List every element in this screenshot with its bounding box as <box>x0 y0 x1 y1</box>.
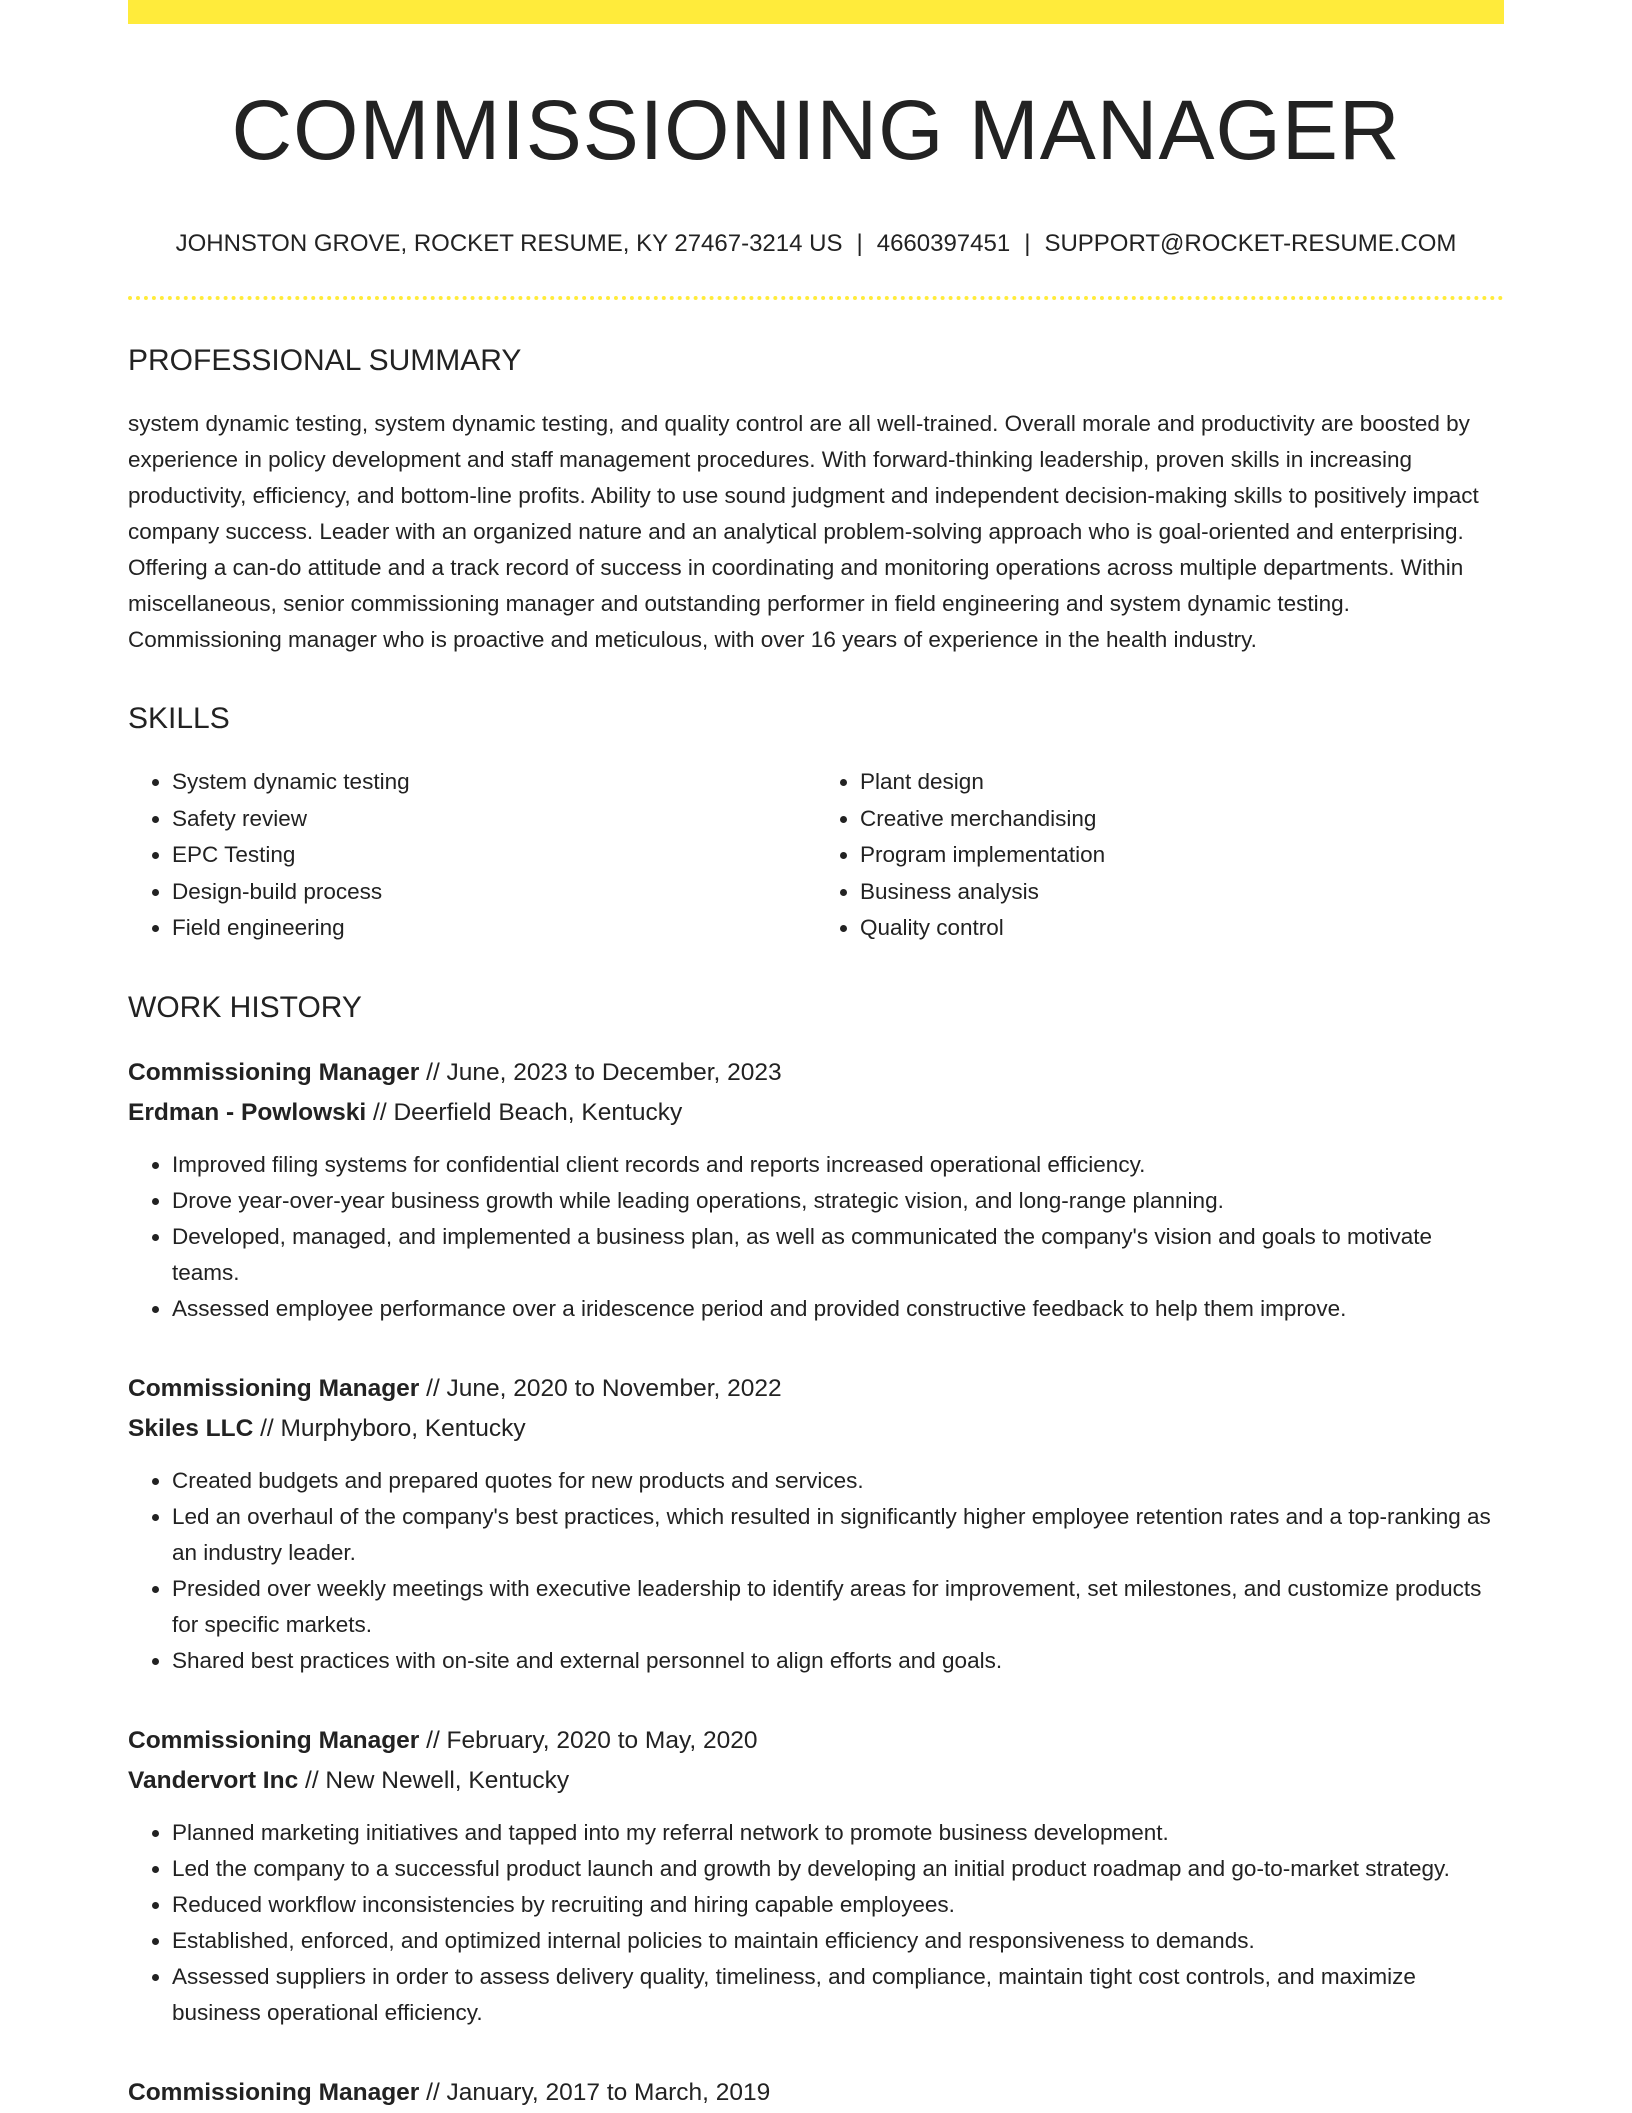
skill-item: • Design-build process <box>172 874 816 911</box>
summary-heading: PROFESSIONAL SUMMARY <box>128 344 522 378</box>
job-location: // Murphyboro, Kentucky <box>253 1414 526 1442</box>
job-bullet: • Shared best practices with on-site and external personnel to align efforts and goals. <box>172 1643 1504 1679</box>
job-role: Commissioning Manager <box>128 2078 420 2106</box>
candidate-title: COMMISSIONING MANAGER <box>231 83 1401 177</box>
contact-separator: | <box>1024 230 1031 258</box>
job-bullets <box>128 1815 1504 2031</box>
job-bullet: • Established, enforced, and optimized internal policies to maintain efficiency and responsiveness to demands. <box>172 1923 1504 1959</box>
job-location: // New Newell, Kentucky <box>298 1766 570 1794</box>
job-dates: // January, 2017 to March, 2019 <box>419 2078 771 2106</box>
job-bullet: • Assessed employee performance over a iridescence period and provided constructive feedback to help them improve. <box>172 1291 1504 1327</box>
job-company-line <box>128 1761 1504 1801</box>
job-company: Vandervort Inc <box>128 1766 299 1794</box>
skill-item: • Quality control <box>860 910 1504 947</box>
job-bullet: • Reduced workflow inconsistencies by recruiting and hiring capable employees. <box>172 1887 1504 1923</box>
summary-text: system dynamic testing, system dynamic testing, and quality control are all well-trained. Overall morale and productivity are boosted by experience in policy development and staff management procedures. With forward-thinking leadership, proven skills in increasing productivity, efficiency, and bottom-line profits. Ability to use sound judgment and independent decision-making skills to positively impact company success. Leader with an organized nature and an analytical problem-solving approach who is goal-oriented and enterprising. Offering a can-do attitude and a track record of success in coordinating and monitoring operations across multiple departments. Within miscellaneous, senior commissioning manager and outstanding performer in field engineering and system dynamic testing. Commissioning manager who is proactive and meticulous, with over 16 years of experience in the health industry. <box>128 411 1479 653</box>
job-bullet: • Developed, managed, and implemented a business plan, as well as communicated the company's vision and goals to motivate teams. <box>172 1219 1504 1291</box>
job-bullet: • Improved filing systems for confidential client records and reports increased operational efficiency. <box>172 1147 1504 1183</box>
job-bullet: • Created budgets and prepared quotes for new products and services. <box>172 1463 1504 1499</box>
job-role: Commissioning Manager <box>128 1058 420 1086</box>
job-bullets <box>128 1463 1504 1679</box>
job-dates: // June, 2020 to November, 2022 <box>419 1374 782 1402</box>
skills-heading: SKILLS <box>128 702 230 736</box>
job-dates: // June, 2023 to December, 2023 <box>419 1058 782 1086</box>
contact-separator: | <box>856 230 863 258</box>
job-role-line <box>128 2073 1504 2113</box>
job-role: Commissioning Manager <box>128 1374 420 1402</box>
skill-item: • System dynamic testing <box>172 764 816 801</box>
job-role-line <box>128 1369 1504 1409</box>
contact-line <box>128 230 1504 258</box>
job-entry <box>128 2073 1504 2113</box>
job-entry <box>128 1053 1504 1327</box>
skill-item: • Business analysis <box>860 874 1504 911</box>
skills-column-left <box>128 764 816 947</box>
job-company: Erdman - Powlowski <box>128 1098 367 1126</box>
job-dates: // February, 2020 to May, 2020 <box>419 1726 758 1754</box>
accent-bar <box>128 0 1504 24</box>
job-company-line <box>128 1409 1504 1449</box>
work-history-heading: WORK HISTORY <box>128 990 362 1024</box>
skills-column-right <box>816 764 1504 947</box>
job-bullets <box>128 1147 1504 1327</box>
job-bullet: • Planned marketing initiatives and tapped into my referral network to promote business development. <box>172 1815 1504 1851</box>
skill-item: • Field engineering <box>172 910 816 947</box>
skill-item: • Plant design <box>860 764 1504 801</box>
job-entry <box>128 1369 1504 1679</box>
job-bullet: • Presided over weekly meetings with executive leadership to identify areas for improvement, set milestones, and customize products for specific markets. <box>172 1571 1504 1643</box>
job-role: Commissioning Manager <box>128 1726 420 1754</box>
job-bullet: • Assessed suppliers in order to assess delivery quality, timeliness, and compliance, maintain tight cost controls, and maximize business operational efficiency. <box>172 1959 1504 2031</box>
contact-address: JOHNSTON GROVE, ROCKET RESUME, KY 27467-3214 US <box>175 230 843 258</box>
job-role-line <box>128 1721 1504 1761</box>
job-company-line <box>128 1093 1504 1133</box>
job-bullet: • Led the company to a successful product launch and growth by developing an initial product roadmap and go-to-market strategy. <box>172 1851 1504 1887</box>
resume-page <box>128 0 1504 2113</box>
job-entry <box>128 1721 1504 2031</box>
skill-item: • Creative merchandising <box>860 801 1504 838</box>
skills-list <box>128 764 1504 947</box>
skill-item: • EPC Testing <box>172 837 816 874</box>
job-bullet: • Led an overhaul of the company's best practices, which resulted in significantly higher employee retention rates and a top-ranking as an industry leader. <box>172 1499 1504 1571</box>
contact-email: SUPPORT@ROCKET-RESUME.COM <box>1044 230 1457 258</box>
contact-phone: 4660397451 <box>876 230 1011 258</box>
skill-item: • Program implementation <box>860 837 1504 874</box>
job-location: // Deerfield Beach, Kentucky <box>366 1098 683 1126</box>
job-role-line <box>128 1053 1504 1093</box>
job-company: Skiles LLC <box>128 1414 254 1442</box>
job-bullet: • Drove year-over-year business growth while leading operations, strategic vision, and long-range planning. <box>172 1183 1504 1219</box>
dotted-divider <box>128 296 1504 300</box>
skill-item: • Safety review <box>172 801 816 838</box>
